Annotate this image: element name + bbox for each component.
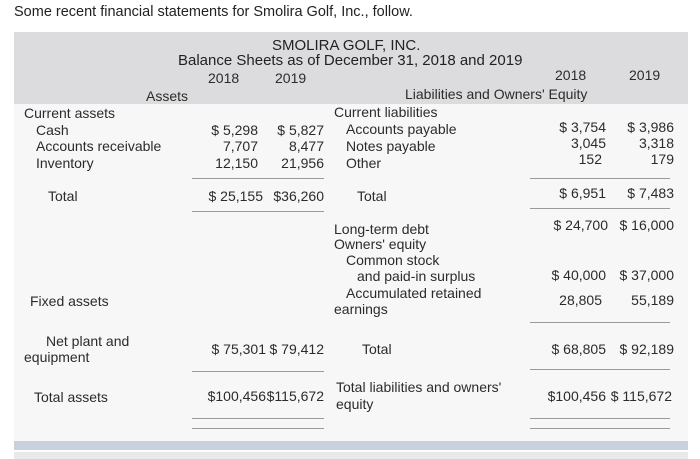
other-2019: 179: [650, 151, 674, 167]
npe-label-1: Net plant and: [46, 333, 130, 349]
common-stock-label-2: and paid-in surplus: [357, 268, 476, 284]
inventory-2019: 21,956: [281, 155, 324, 171]
other-label: Other: [346, 155, 382, 171]
assets-header: Assets: [146, 88, 189, 104]
cash-2018: $ 5,298: [211, 122, 258, 138]
total-assets-2018: $100,456: [207, 388, 266, 404]
ar-label: Accounts receivable: [36, 138, 162, 154]
np-2019: 3,318: [638, 135, 674, 151]
common-stock-2018: $ 40,000: [551, 267, 606, 283]
other-2018: 152: [578, 151, 602, 167]
ca-total-2018: $ 25,155: [208, 188, 263, 204]
total-assets-label: Total assets: [34, 389, 108, 405]
owners-equity-label: Owners' equity: [334, 236, 427, 252]
retained-earnings-label-1: Accumulated retained: [346, 285, 482, 301]
ar-2019: 8,477: [288, 138, 324, 154]
cl-total-2018: $ 6,951: [559, 185, 606, 201]
statement-title: Balance Sheets as of December 31, 2018 and 2019: [178, 52, 523, 69]
footer-shadow: [14, 452, 688, 459]
cl-subtotal-rule: [530, 178, 670, 179]
current-liabilities-label: Current liabilities: [334, 104, 438, 120]
npe-rule: [192, 371, 324, 372]
ca-total-rule: [192, 211, 324, 212]
ltd-label: Long-term debt: [334, 221, 429, 237]
ca-total-label: Total: [48, 188, 78, 204]
total-le-rule-1: [530, 418, 670, 419]
common-stock-2019: $ 37,000: [619, 267, 674, 283]
ca-total-2019: $36,260: [273, 188, 324, 204]
common-stock-label-1: Common stock: [346, 252, 440, 268]
cl-total-2019: $ 7,483: [627, 185, 674, 201]
ap-2019: $ 3,986: [627, 119, 674, 135]
retained-earnings-2019: 55,189: [631, 292, 674, 308]
equity-subtotal-rule: [530, 322, 670, 323]
equity-total-label: Total: [362, 341, 392, 357]
equity-total-rule: [530, 369, 670, 370]
total-assets-rule-2: [192, 428, 324, 429]
ar-2018: 7,707: [222, 138, 258, 154]
total-assets-rule-1: [192, 418, 324, 419]
total-le-2018: $100,456: [547, 388, 606, 404]
total-le-rule-2: [530, 428, 670, 429]
total-le-label-2: equity: [336, 396, 374, 412]
equity-total-2019: $ 92,189: [619, 341, 674, 357]
retained-earnings-label-2: earnings: [334, 301, 388, 317]
fixed-assets-label: Fixed assets: [30, 293, 109, 309]
year-left-2019: 2019: [275, 70, 307, 86]
cash-2019: $ 5,827: [277, 122, 324, 138]
ap-label: Accounts payable: [346, 121, 457, 137]
ap-2018: $ 3,754: [559, 119, 606, 135]
np-2018: 3,045: [570, 135, 606, 151]
inventory-label: Inventory: [36, 155, 94, 171]
current-assets-label: Current assets: [24, 105, 116, 121]
npe-2019: $ 79,412: [269, 341, 324, 357]
liabilities-header: Liabilities and Owners' Equity: [405, 86, 588, 102]
retained-earnings-2018: 28,805: [559, 292, 602, 308]
year-right-2018: 2018: [555, 67, 587, 83]
cl-total-rule: [530, 208, 670, 209]
equity-total-2018: $ 68,805: [551, 341, 606, 357]
footer-band: [14, 441, 688, 450]
npe-label-2: equipment: [24, 349, 90, 365]
total-le-label-1: Total liabilities and owners': [336, 379, 502, 395]
cash-label: Cash: [36, 122, 69, 138]
inventory-2018: 12,150: [215, 155, 258, 171]
ltd-2019: $ 16,000: [619, 217, 674, 233]
intro-text: Some recent financial statements for Smolira Golf, Inc., follow.: [14, 4, 413, 20]
company-name: SMOLIRA GOLF, INC.: [272, 37, 421, 54]
np-label: Notes payable: [346, 138, 436, 154]
total-le-2019: $ 115,672: [610, 388, 672, 404]
cl-total-label: Total: [357, 188, 387, 204]
total-assets-2019: $115,672: [266, 388, 324, 404]
npe-2018: $ 75,301: [211, 341, 266, 357]
year-left-2018: 2018: [208, 70, 240, 86]
year-right-2019: 2019: [629, 67, 661, 83]
ca-subtotal-rule: [192, 178, 324, 179]
ltd-2018: $ 24,700: [553, 217, 608, 233]
